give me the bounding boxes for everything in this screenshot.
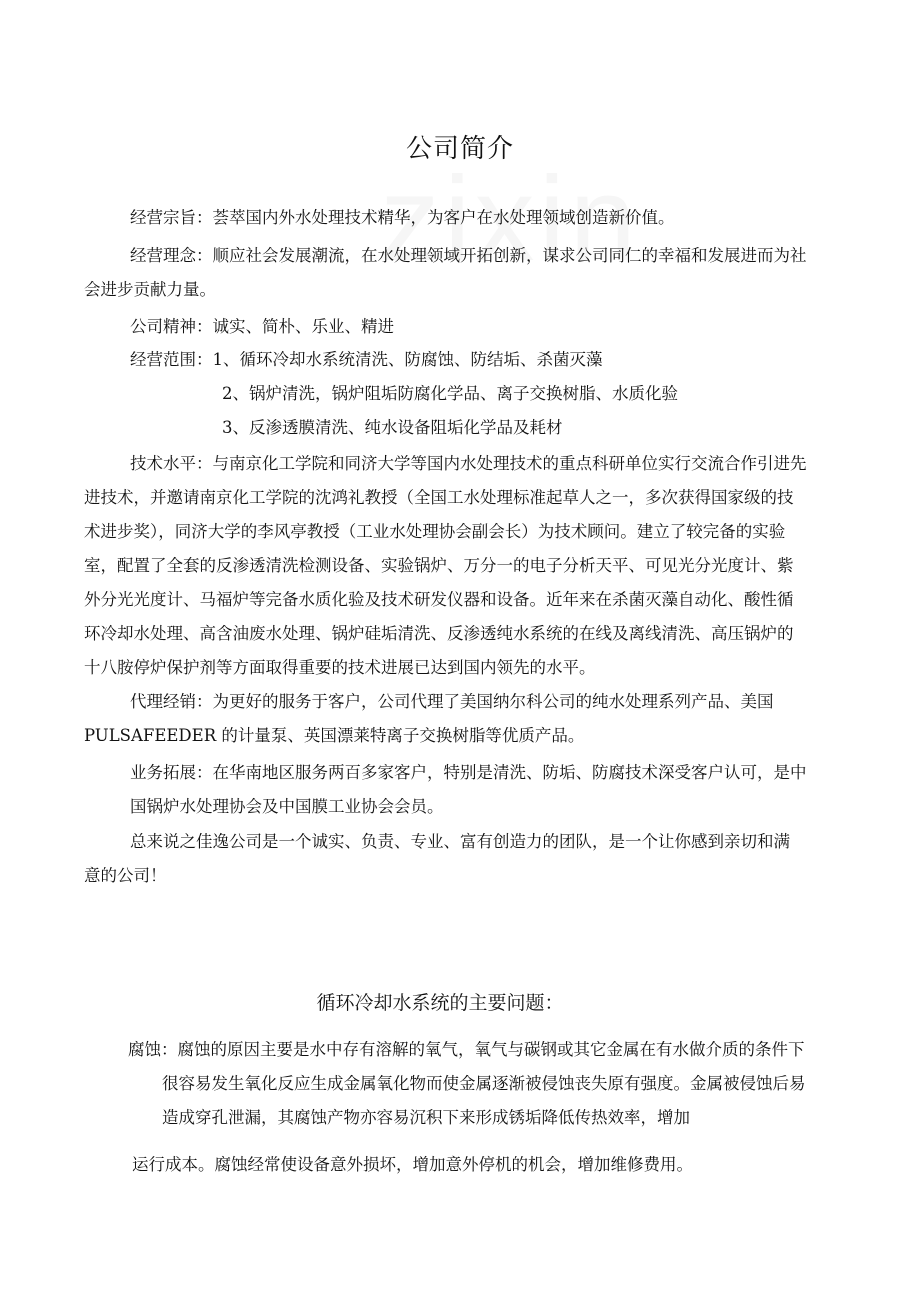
tech-level-line3: 术进步奖），同济大学的李风亭教授（工业水处理协会副会长）为技术顾问。建立了较完备的实验 xyxy=(84,522,786,541)
section-title: 循环冷却水系统的主要问题： xyxy=(316,992,564,1014)
corrosion-line3: 造成穿孔泄漏，其腐蚀产物亦容易沉积下来形成锈垢降低传热效率，增加 xyxy=(162,1108,690,1127)
business-scope-line2: 2、锅炉清洗，锅炉阻垢防腐化学品、离子交换树脂、水质化验 xyxy=(222,384,678,403)
corrosion-line4: 运行成本。腐蚀经常使设备意外损坏，增加意外停机的机会，增加维修费用。 xyxy=(132,1155,693,1174)
tech-level-line4: 室，配置了全套的反渗透清洗检测设备、实验锅炉、万分一的电子分析天平、可见光分光度计、紫 xyxy=(84,556,794,575)
business-purpose: 经营宗旨：荟萃国内外水处理技术精华，为客户在水处理领域创造新价值。 xyxy=(130,208,675,227)
tech-level-line2: 进技术，并邀请南京化工学院的沈鸿礼教授（全国工水处理标准起草人之一，多次获得国家级的技 xyxy=(84,488,794,507)
tech-level-line7: 十八胺停炉保护剂等方面取得重要的技术进展已达到国内领先的水平。 xyxy=(84,658,596,677)
company-spirit: 公司精神：诚实、简朴、乐业、精进 xyxy=(130,317,394,336)
tech-level-line5: 外分光光度计、马福炉等完备水质化验及技术研发仪器和设备。近年来在杀菌灭藻自动化、酸性循 xyxy=(84,590,794,609)
business-scope-line3: 3、反渗透膜清洗、纯水设备阻垢化学品及耗材 xyxy=(222,418,563,437)
agency-line1: 代理经销：为更好的服务于客户，公司代理了美国纳尔科公司的纯水处理系列产品、美国 xyxy=(130,692,774,711)
summary-line2: 意的公司！ xyxy=(84,866,167,885)
business-expansion-line2: 国锅炉水处理协会及中国膜工业协会会员。 xyxy=(130,797,444,816)
page-title: 公司简介 xyxy=(405,134,514,164)
corrosion-line1: 腐蚀：腐蚀的原因主要是水中存有溶解的氧气，氧气与碳钢或其它金属在有水做介质的条件下 xyxy=(128,1040,805,1059)
tech-level-line1: 技术水平：与南京化工学院和同济大学等国内水处理技术的重点科研单位实行交流合作引进先 xyxy=(130,454,807,473)
business-philosophy-line2: 会进步贡献力量。 xyxy=(84,280,216,299)
corrosion-line2: 很容易发生氧化反应生成金属氧化物而使金属逐渐被侵蚀丧失原有强度。金属被侵蚀后易 xyxy=(162,1074,806,1093)
tech-level-line6: 环冷却水处理、高含油废水处理、锅炉硅垢清洗、反渗透纯水系统的在线及离线清洗、高压锅炉的 xyxy=(84,624,794,643)
business-expansion-line1: 业务拓展：在华南地区服务两百多家客户，特别是清洗、防垢、防腐技术深受客户认可，是中 xyxy=(130,763,807,782)
summary-line1: 总来说之佳逸公司是一个诚实、负责、专业、富有创造力的团队，是一个让你感到亲切和满 xyxy=(130,832,790,851)
agency-line2: PULSAFEEDER 的计量泵、英国漂莱特离子交换树脂等优质产品。 xyxy=(84,726,585,745)
business-philosophy-line1: 经营理念：顺应社会发展潮流，在水处理领域开拓创新，谋求公司同仁的幸福和发展进而为社 xyxy=(130,246,807,265)
business-scope-line1: 经营范围：1、循环冷却水系统清洗、防腐蚀、防结垢、杀菌灭藻 xyxy=(130,350,603,369)
